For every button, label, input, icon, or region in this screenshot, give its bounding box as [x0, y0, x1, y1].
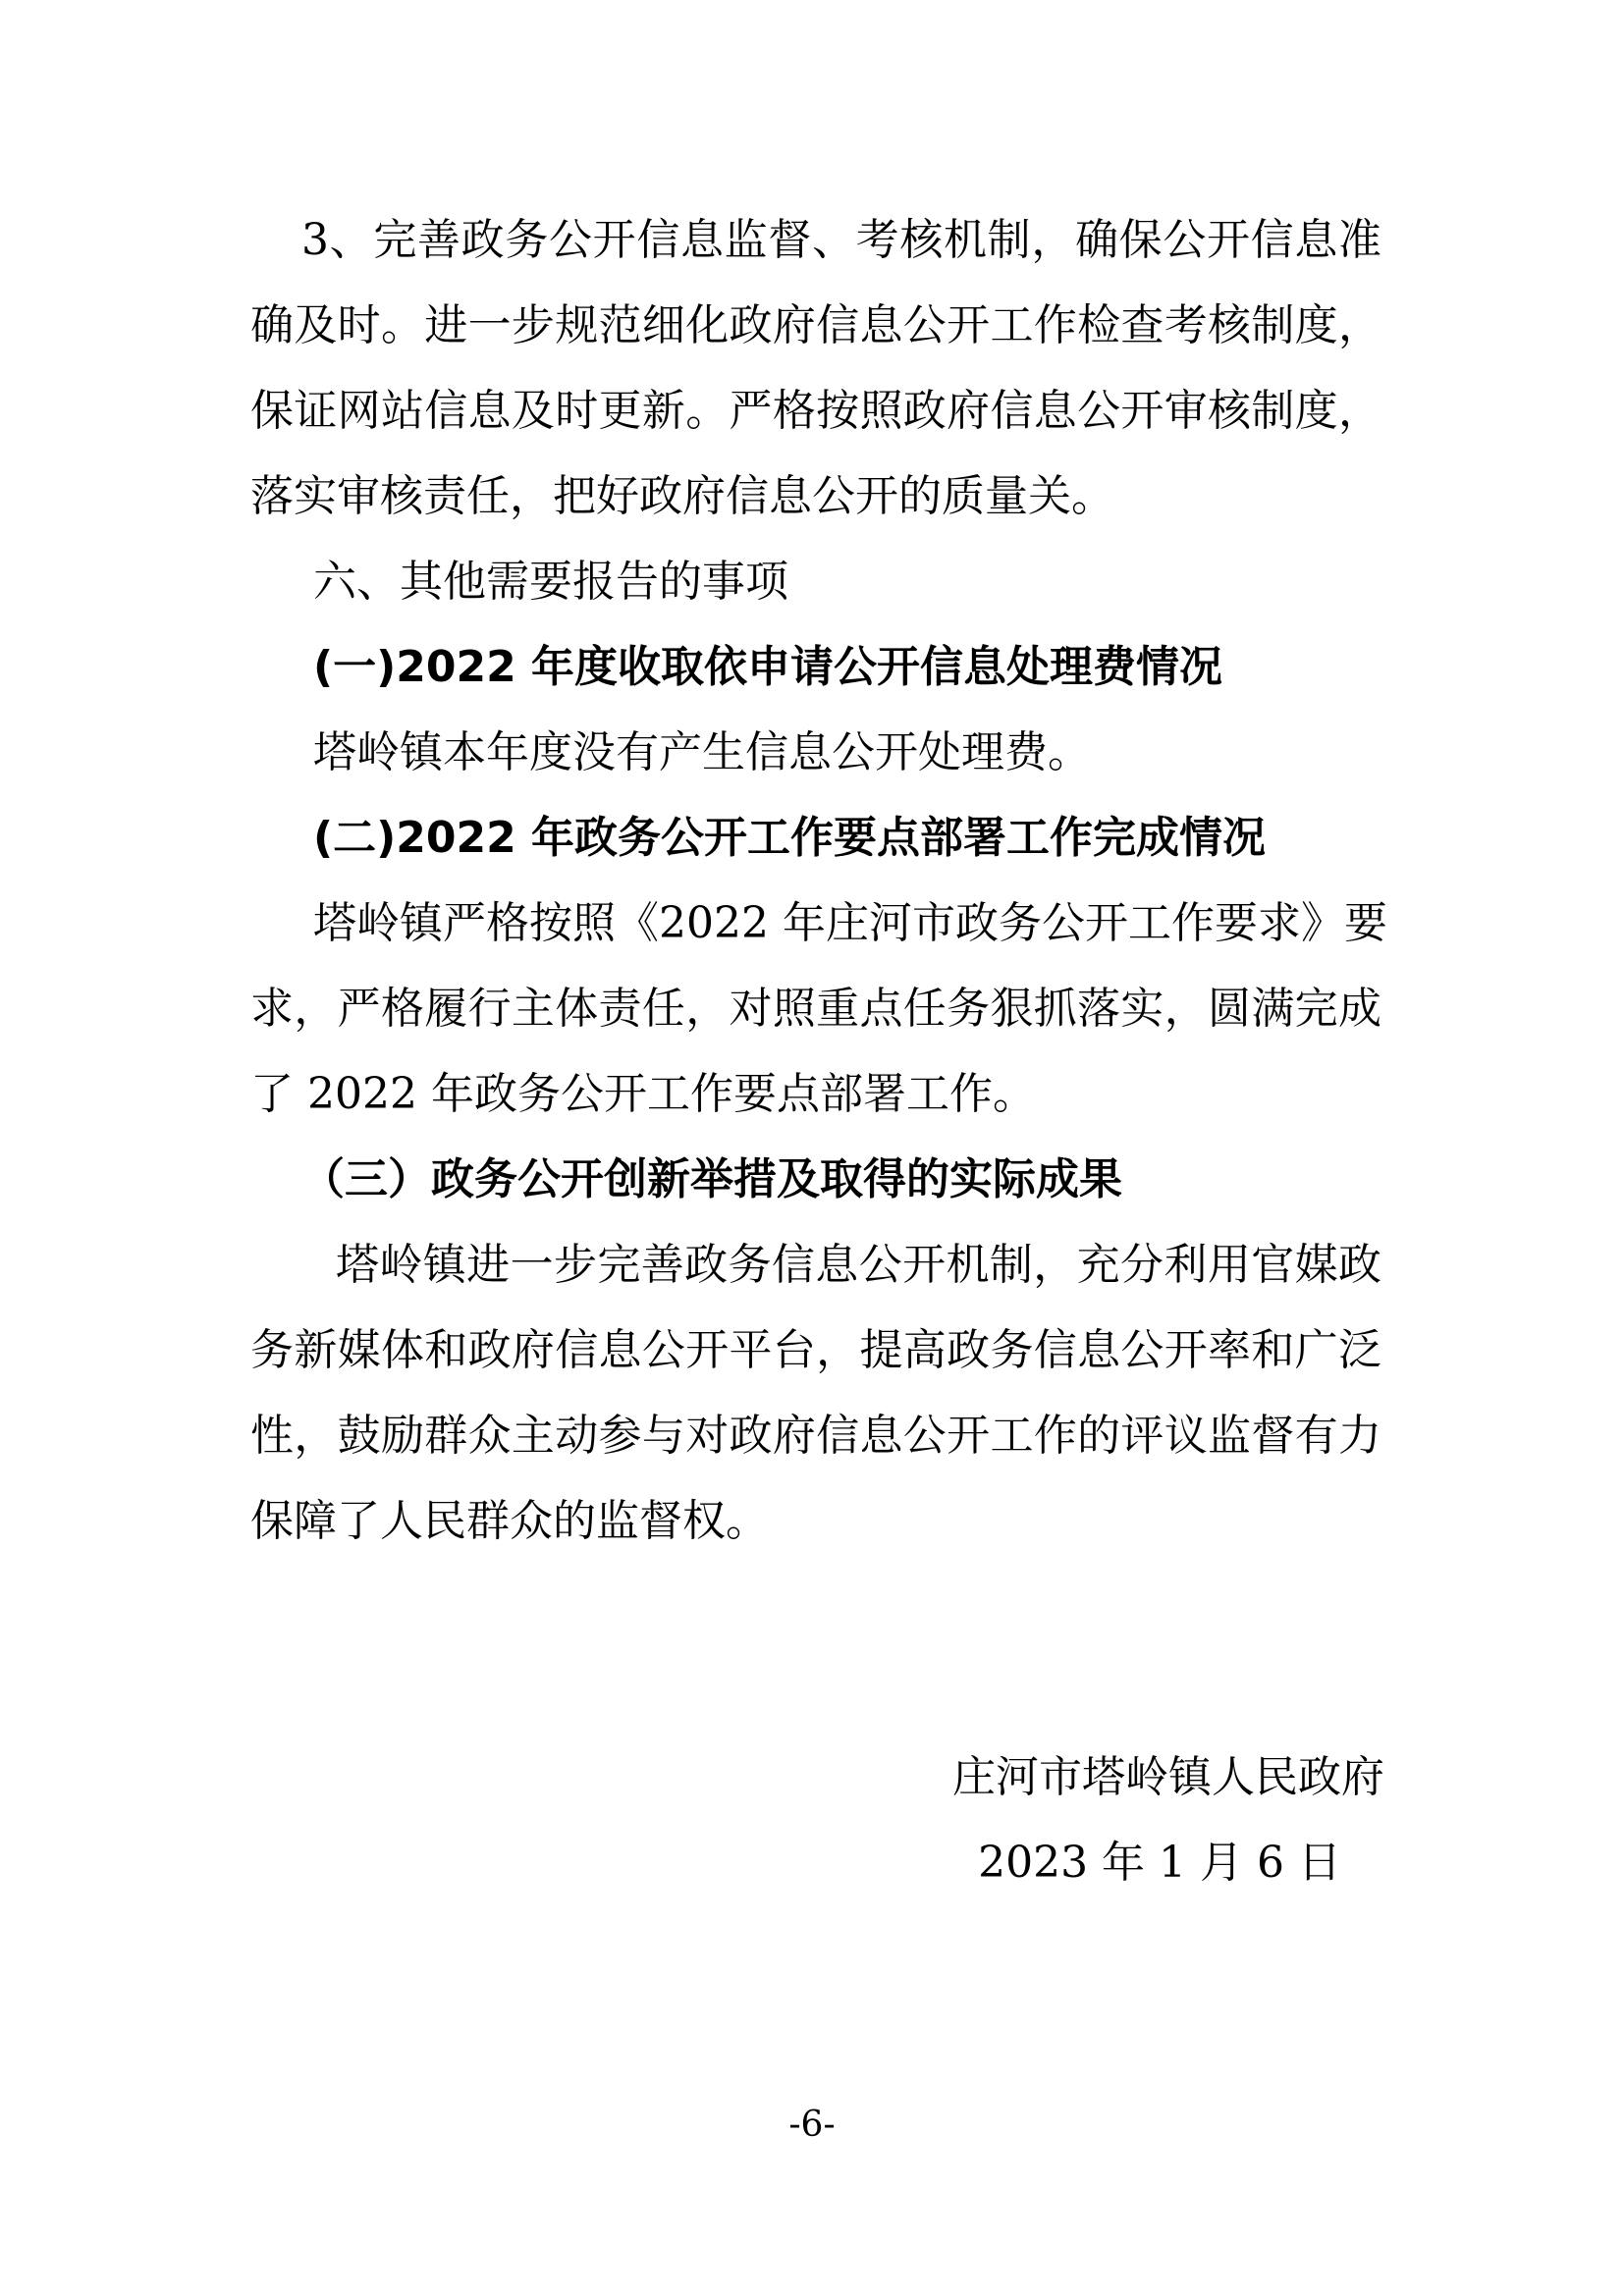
paragraph-line: 求，严格履行主体责任，对照重点任务狠抓落实，圆满完成 [250, 984, 1381, 1034]
signature: 庄河市塔岭镇人民政府 [952, 1752, 1384, 1802]
paragraph-line: 保证网站信息及时更新。严格按照政府信息公开审核制度， [250, 386, 1381, 436]
paragraph-line: 了 2022 年政务公开工作要点部署工作。 [250, 1069, 1036, 1119]
subsection-heading: （三）政务公开创新举措及取得的实际成果 [301, 1154, 1122, 1204]
document-date: 2023 年 1 月 6 日 [978, 1838, 1341, 1888]
paragraph-line: 确及时。进一步规范细化政府信息公开工作检查考核制度， [250, 300, 1381, 350]
paragraph-line: 落实审核责任，把好政府信息公开的质量关。 [250, 471, 1114, 521]
page-number: -6- [788, 2105, 836, 2145]
paragraph-line: 塔岭镇进一步完善政务信息公开机制，充分利用官媒政 [336, 1240, 1381, 1290]
paragraph-line: 保障了人民群众的监督权。 [250, 1496, 769, 1546]
paragraph-line: 塔岭镇严格按照《2022 年庄河市政务公开工作要求》要 [313, 898, 1387, 948]
subsection-heading: (一)2022 年度收取依申请公开信息处理费情况 [313, 642, 1222, 692]
paragraph-line: 3、完善政务公开信息监督、考核机制，确保公开信息准 [301, 215, 1381, 265]
paragraph-line: 务新媒体和政府信息公开平台，提高政务信息公开率和广泛 [250, 1325, 1381, 1375]
paragraph-line: 塔岭镇本年度没有产生信息公开处理费。 [313, 727, 1091, 777]
paragraph-line: 性，鼓励群众主动参与对政府信息公开工作的评议监督有力 [250, 1411, 1381, 1461]
subsection-heading: (二)2022 年政务公开工作要点部署工作完成情况 [313, 813, 1266, 863]
section-heading: 六、其他需要报告的事项 [313, 557, 788, 607]
